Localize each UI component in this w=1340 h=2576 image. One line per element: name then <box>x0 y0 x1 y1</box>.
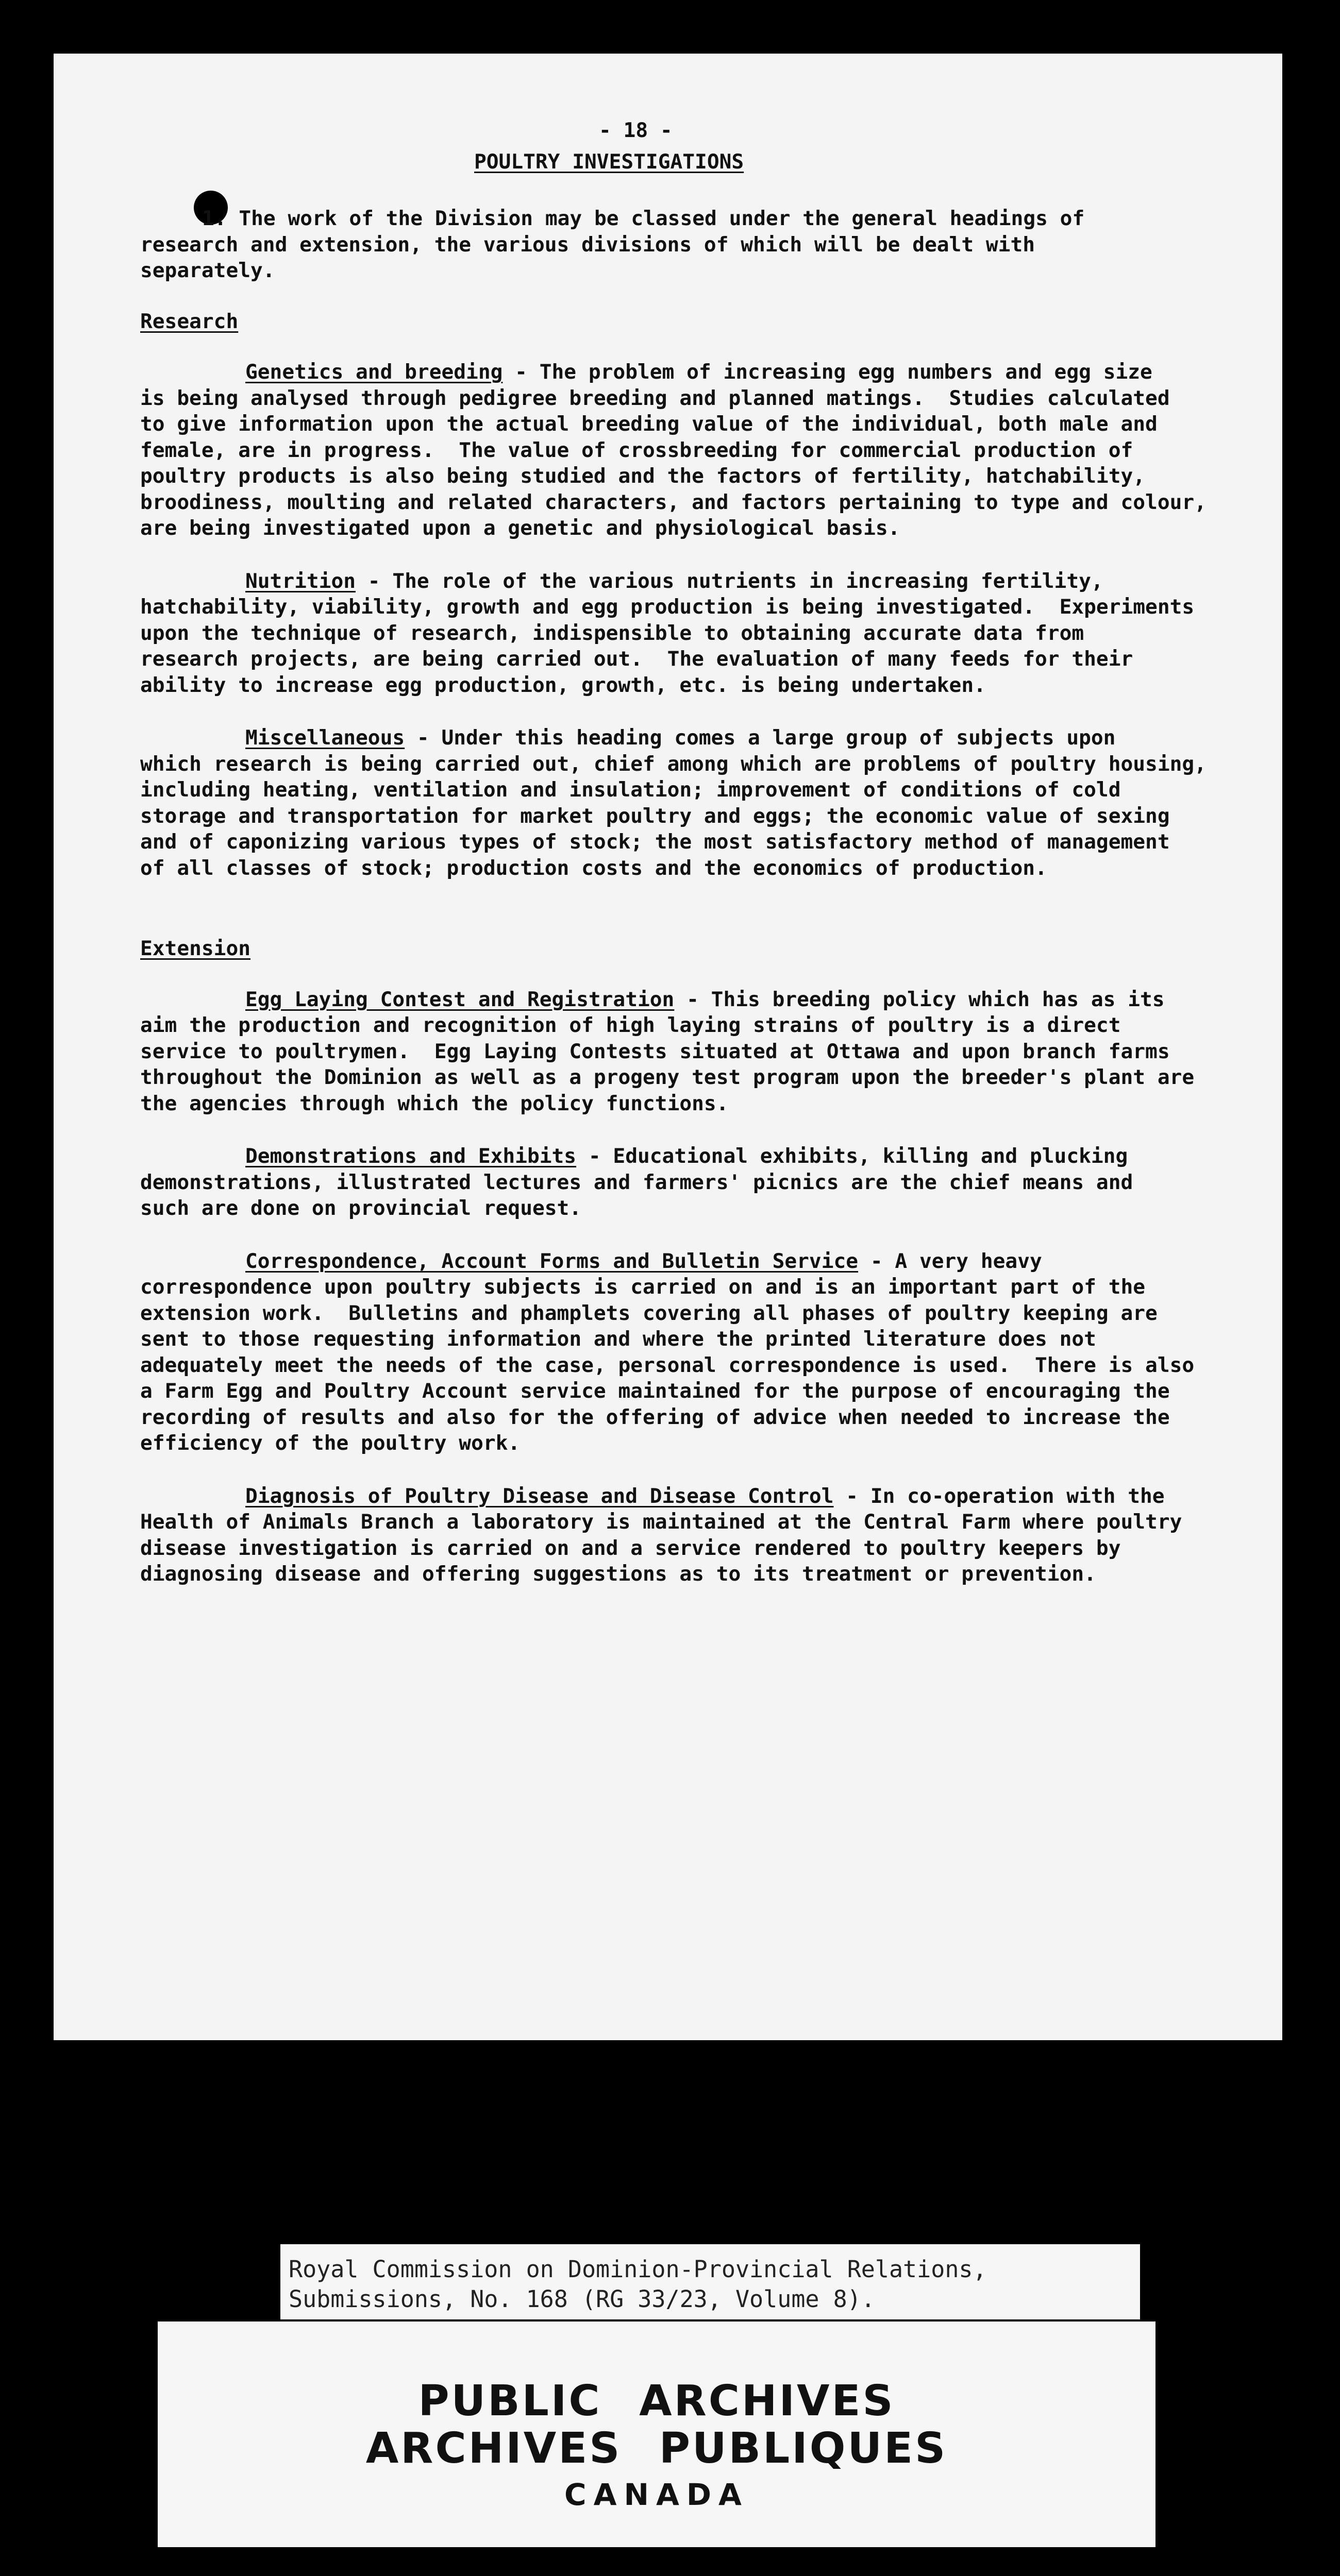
paragraph-line: adequately meet the needs of the case, personal correspondence is used. There is also <box>140 1353 1195 1377</box>
demonstrations-paragraph <box>140 1143 1274 1222</box>
paragraph-line: - The role of the various nutrients in increasing fertility, <box>356 569 1103 593</box>
paragraph-line: broodiness, moulting and related characters, and factors pertaining to type and colour, <box>140 490 1207 514</box>
miscellaneous-title: Miscellaneous <box>245 726 405 750</box>
paragraph-line: Health of Animals Branch a laboratory is maintained at the Central Farm where poultry <box>140 1510 1182 1534</box>
egg-laying-paragraph <box>140 987 1274 1117</box>
paragraph-line: recording of results and also for the offering of advice when needed to increase the <box>140 1405 1170 1429</box>
paragraph-line: storage and transportation for market poultry and eggs; the economic value of sexing <box>140 804 1170 828</box>
stamp-line-public-archives: PUBLIC ARCHIVES <box>418 2377 895 2426</box>
correspondence-paragraph <box>140 1248 1274 1456</box>
paragraph-line: is being analysed through pedigree breeding and planned matings. Studies calculated <box>140 386 1170 410</box>
page-number: - 18 - <box>599 118 673 142</box>
paragraph-line: disease investigation is carried on and a service rendered to poultry keepers by <box>140 1536 1121 1560</box>
diagnosis-paragraph <box>140 1483 1274 1587</box>
paragraph-line: - A very heavy <box>858 1249 1042 1273</box>
diagnosis-title: Diagnosis of Poultry Disease and Disease Control <box>245 1484 834 1508</box>
paragraph-line: sent to those requesting information and where the printed literature does not <box>140 1327 1096 1351</box>
intro-paragraph <box>140 206 1274 284</box>
stamp-line-archives-publiques: ARCHIVES PUBLIQUES <box>365 2424 948 2473</box>
paragraph-line: hatchability, viability, growth and egg production is being investigated. Experiments <box>140 595 1195 619</box>
paragraph-line: ability to increase egg production, growth, etc. is being undertaken. <box>140 673 986 697</box>
paragraph-line: which research is being carried out, chief among which are problems of poultry housing, <box>140 752 1207 776</box>
source-label <box>280 2244 1140 2319</box>
paragraph-line: extension work. Bulletins and phamplets covering all phases of poultry keeping are <box>140 1301 1158 1325</box>
demonstrations-title: Demonstrations and Exhibits <box>245 1144 577 1168</box>
intro-line: research and extension, the various divisions of which will be dealt with <box>140 232 1035 257</box>
paragraph-line: efficiency of the poultry work. <box>140 1431 521 1455</box>
paragraph-line: to give information upon the actual breeding value of the individual, both male and <box>140 412 1158 436</box>
research-heading: Research <box>140 309 239 333</box>
paragraph-line: correspondence upon poultry subjects is carried on and is an important part of the <box>140 1275 1146 1299</box>
paragraph-line: and of caponizing various types of stock; the most satisfactory method of management <box>140 830 1170 854</box>
paragraph-line: research projects, are being carried out. The evaluation of many feeds for their <box>140 647 1133 671</box>
paragraph-line: - Under this heading comes a large group of subjects upon <box>405 726 1116 750</box>
genetics-title: Genetics and breeding <box>245 360 503 384</box>
paragraph-line: aim the production and recognition of high laying strains of poultry is a direct <box>140 1013 1121 1037</box>
paragraph-line: such are done on provincial request. <box>140 1196 582 1220</box>
document-title: POULTRY INVESTIGATIONS <box>474 149 744 174</box>
extension-heading: Extension <box>140 937 251 960</box>
intro-line: separately. <box>140 259 275 282</box>
paragraph-line: - This breeding policy which has as its <box>674 987 1165 1011</box>
archives-stamp <box>158 2321 1155 2547</box>
nutrition-paragraph <box>140 568 1274 699</box>
source-label-line: Royal Commission on Dominion-Provincial Relations, <box>289 2256 987 2283</box>
paragraph-line: - The problem of increasing egg numbers and egg size <box>502 360 1152 384</box>
paragraph-line: - In co-operation with the <box>833 1484 1165 1508</box>
paragraph-line: throughout the Dominion as well as a progeny test program upon the breeder's plant are <box>140 1065 1195 1089</box>
miscellaneous-paragraph <box>140 725 1274 881</box>
source-label-line: Submissions, No. 168 (RG 33/23, Volume 8). <box>289 2285 875 2313</box>
intro-line: 1. The work of the Division may be classed under the general headings of <box>202 207 1085 230</box>
stamp-line-canada: CANADA <box>564 2477 749 2512</box>
paragraph-line: - Educational exhibits, killing and plucking <box>576 1144 1128 1168</box>
nutrition-title: Nutrition <box>245 569 356 593</box>
paragraph-line: poultry products is also being studied and the factors of fertility, hatchability, <box>140 464 1146 488</box>
paragraph-line: a Farm Egg and Poultry Account service maintained for the purpose of encouraging the <box>140 1379 1170 1403</box>
typed-text <box>140 117 1274 1587</box>
paragraph-line: diagnosing disease and offering suggestions as to its treatment or prevention. <box>140 1562 1096 1586</box>
paragraph-line: upon the technique of research, indispensible to obtaining accurate data from <box>140 621 1084 645</box>
genetics-paragraph <box>140 359 1274 541</box>
paragraph-line: demonstrations, illustrated lectures and farmers' picnics are the chief means and <box>140 1170 1133 1194</box>
paragraph-line: the agencies through which the policy functions. <box>140 1091 729 1115</box>
paragraph-line: service to poultrymen. Egg Laying Contests situated at Ottawa and upon branch farms <box>140 1039 1170 1063</box>
egg-laying-title: Egg Laying Contest and Registration <box>245 987 675 1011</box>
paragraph-line: of all classes of stock; production costs and the economics of production. <box>140 856 1047 880</box>
correspondence-title: Correspondence, Account Forms and Bulletin Service <box>245 1249 859 1273</box>
paragraph-line: including heating, ventilation and insulation; improvement of conditions of cold <box>140 778 1121 802</box>
paragraph-line: are being investigated upon a genetic and physiological basis. <box>140 516 900 540</box>
paragraph-line: female, are in progress. The value of crossbreeding for commercial production of <box>140 438 1133 462</box>
